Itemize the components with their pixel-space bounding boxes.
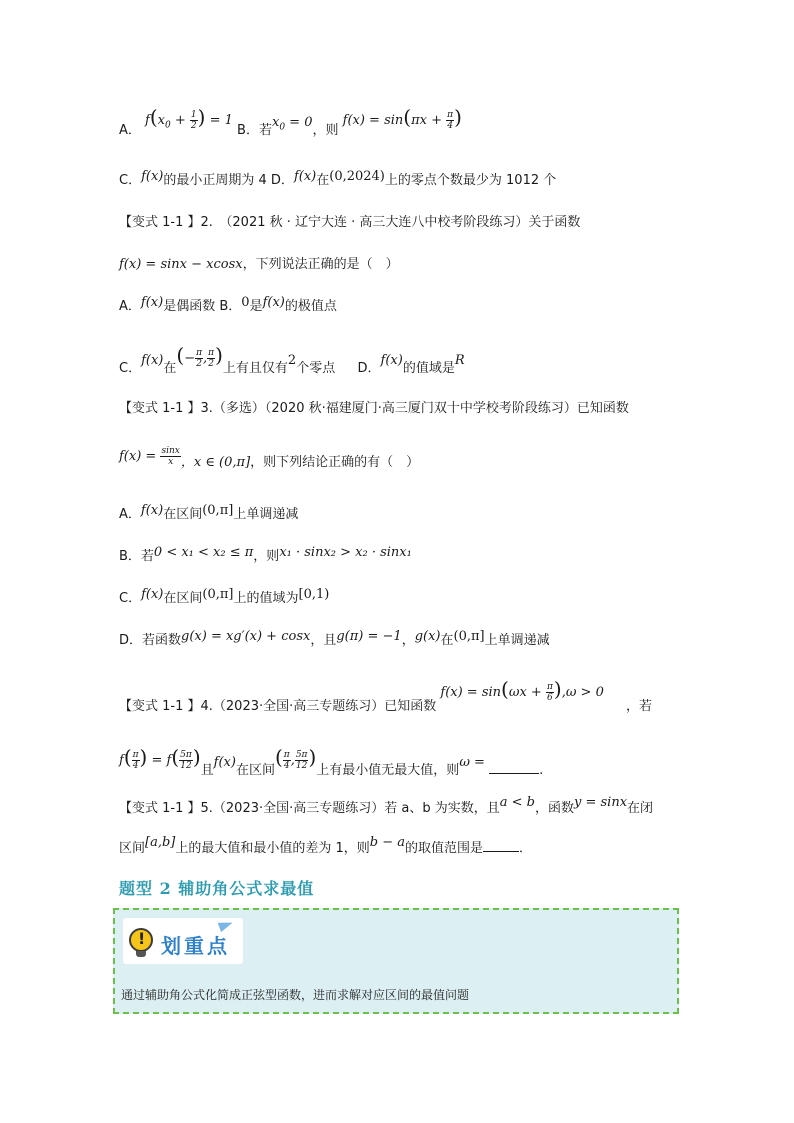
key-point-text: 通过辅助角公式化简成正弦型函数，进而求解对应区间的最值问题 [121, 988, 470, 1002]
prev-option-row-cd: C．f(x)的最小正周期为 4 D．f(x)在(0,2024)上的零点个数最少为 1012 个 [119, 169, 557, 188]
q3-option-d: D．若函数g(x) = xg′(x) + cosx，且g(π) = −1，g(x)在(0,π]上单调递减 [119, 629, 550, 648]
q3-header: 【变式 1-1 】3.（多选）（2020 秋·福建厦门·高三厦门双十中学校考阶段练习）已知函数 [119, 401, 629, 416]
key-point-box [113, 908, 679, 1014]
q3-option-c: C．f(x)在区间(0,π]上的值域为[0,1) [119, 587, 330, 606]
q5-line-2: 区间[a,b]上的最大值和最小值的差为 1，则b − a的取值范围是 ． [119, 835, 533, 856]
q2-stem: f(x) = sinx − xcosx，下列说法正确的是（ ） [119, 257, 399, 272]
q3-option-b: B．若0 < x₁ < x₂ ≤ π，则x₁ · sinx₂ > x₂ · sinx₁ [119, 545, 412, 564]
prev-option-row-ab: A． $f(x_0$ + $\frac{1}{2}$ ) = 1 B．若$x_0 = 0$，则 f(x) = sin(πx + $\frac{\pi}{4}$ ) [119, 105, 462, 138]
lightbulb-icon [129, 928, 153, 952]
q2-options-ab: A．f(x)是偶函数 B．0是f(x)的极值点 [119, 295, 337, 314]
lightbulb-base [136, 951, 146, 957]
q4-stem: f( $\frac{\pi}{4}$ ) = f( $\frac{5\pi}{12}$ )且f(x)在区间( $\frac{\pi}{4}$ , $\frac{5\pi}{12}$ )上有最小值无最大值，则ω = . [119, 745, 544, 778]
paper-plane-icon [218, 918, 235, 932]
key-point-logo-text: 划重点 [161, 934, 230, 958]
q3-stem: f(x) = $\frac{\sin x}{x}$ ，x ∈ (0,π]，则下列结论正确的有（ ） [119, 446, 420, 470]
q3-option-a: A．f(x)在区间(0,π]上单调递减 [119, 503, 299, 522]
section-heading: 题型 2 辅助角公式求最值 [119, 879, 315, 898]
q2-header: 【变式 1-1 】2. （2021 秋 · 辽宁大连 · 高三大连八中校考阶段练习）关于函数 [119, 215, 581, 230]
q5-line-1: 【变式 1-1 】5.（2023·全国·高三专题练习）若 a、b 为实数，且a < b，函数y = sinx在闭 [119, 795, 654, 816]
q2-options-cd: C．f(x)在(− $\frac{\pi}{2}$ , $\frac{\pi}{2}$ )上有且仅有2个零点 D．f(x)的值域是R [119, 343, 465, 376]
key-point-logo [123, 918, 243, 964]
q4-header: 【变式 1-1 】4.（2023·全国·高三专题练习）已知函数 f(x) = sin(ωx + $\frac{\pi}{6}$ ),ω > 0 ，若 [119, 677, 653, 714]
